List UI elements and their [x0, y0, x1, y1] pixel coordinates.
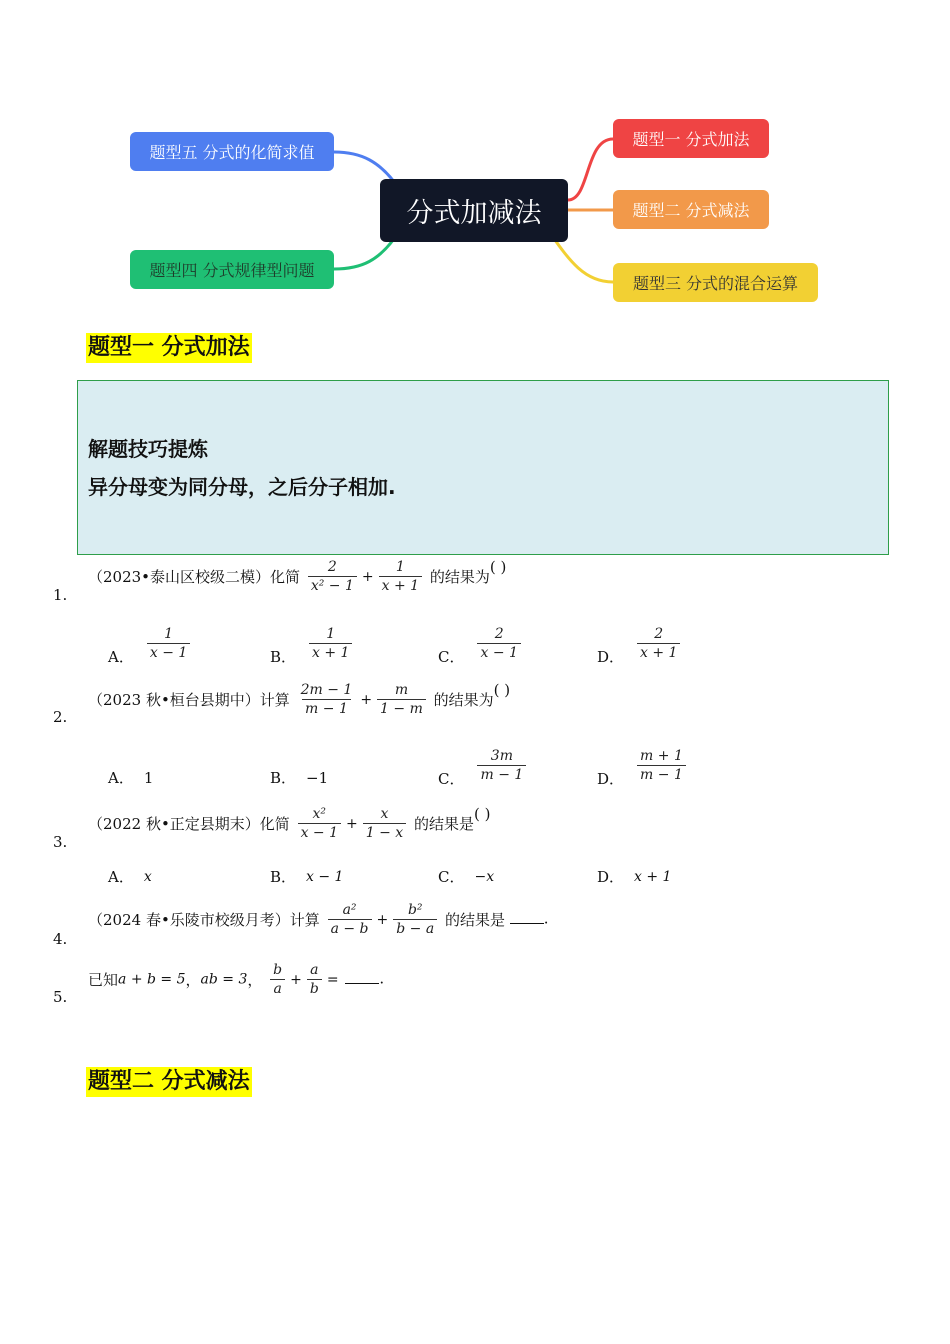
q5-cond2: ab = 3: [200, 971, 248, 988]
q1-suffix: 的结果为: [429, 568, 490, 586]
q1-option-b: [270, 620, 355, 667]
q1-option-b-den: x + 1: [309, 643, 352, 662]
q3-option-a: [108, 866, 152, 887]
q3-option-c: [438, 866, 494, 887]
q3-option-b: [270, 866, 343, 887]
q5-cond1: a + b = 5: [118, 971, 186, 988]
q2-fraction-1: [298, 681, 356, 718]
q4-f2-num: b²: [407, 902, 423, 918]
q4-f1-num: a²: [342, 902, 357, 918]
q1-option-a-label: A．: [108, 648, 134, 666]
q2-option-b-label: B．: [270, 769, 297, 787]
q2-option-c: [438, 742, 529, 789]
q2-option-d-den: m − 1: [637, 765, 686, 784]
q2-option-a-value: 1: [143, 768, 154, 787]
q1-option-c-label: C．: [438, 648, 465, 666]
q2-fraction-2: [377, 681, 426, 718]
q1-option-a: [108, 620, 193, 667]
q2-option-a-label: A．: [108, 769, 134, 787]
q1-option-d-den: x + 1: [637, 643, 680, 662]
q3-number: 3.: [53, 833, 68, 851]
q5-answer-blank[interactable]: [345, 969, 379, 984]
q1-option-c-den: x − 1: [477, 643, 520, 662]
q5-sep2: ，: [247, 971, 263, 989]
q2-option-d: [597, 742, 689, 789]
mindmap-node-4: 题型四 分式规律型问题: [130, 250, 334, 289]
mindmap-node-3: 题型三 分式的混合运算: [613, 263, 818, 302]
q3-option-b-label: B．: [270, 868, 297, 886]
q3-fraction-1: [298, 805, 341, 842]
q2-option-a: [108, 767, 153, 788]
mindmap-node-1: 题型一 分式加法: [613, 119, 769, 158]
q3-option-b-value: x − 1: [306, 868, 344, 885]
q5-fraction-2: [307, 961, 322, 998]
mindmap-node-2: 题型二 分式减法: [613, 190, 769, 229]
q3-option-c-value: −x: [474, 868, 495, 885]
section1-title: 题型一 分式加法: [86, 333, 252, 363]
q4-prefix: （2024 春•乐陵市校级月考）计算: [88, 911, 320, 929]
q4-f1-den: a − b: [328, 919, 372, 938]
q4-fraction-2: [393, 901, 437, 938]
q2-option-c-num: 3m: [490, 748, 513, 764]
q3-option-d-value: x + 1: [634, 868, 672, 885]
q2-option-d-num: m + 1: [640, 748, 683, 764]
q2-option-d-label: D．: [597, 770, 625, 788]
q1-option-a-num: 1: [164, 626, 174, 642]
q3-operator: +: [346, 815, 358, 832]
q5-equals: =: [326, 971, 339, 988]
q1-number: 1.: [53, 586, 68, 604]
q1-option-c: [438, 620, 524, 667]
tip-title: 解题技巧提炼: [88, 437, 208, 461]
q1-prefix: （2023•泰山区校级二模）化简: [88, 568, 301, 586]
q5-prefix: 已知: [88, 971, 119, 989]
q5-number: 5.: [53, 988, 68, 1006]
tip-box: [77, 380, 889, 555]
q2-option-c-den: m − 1: [477, 765, 526, 784]
q1-fraction-1: [308, 558, 357, 595]
q5-fraction-1: [270, 961, 285, 998]
q4-fraction-1: [328, 901, 372, 938]
q5-stem: [88, 961, 384, 998]
q3-f1-den: x − 1: [298, 823, 341, 842]
q2-paren: ( ): [493, 681, 511, 699]
q1-option-b-label: B．: [270, 648, 297, 666]
q1-f2-num: 1: [395, 559, 405, 575]
q4-f2-den: b − a: [393, 919, 437, 938]
q3-option-c-label: C．: [438, 868, 465, 886]
q3-suffix: 的结果是: [413, 815, 474, 833]
q1-option-c-num: 2: [494, 626, 504, 642]
q2-number: 2.: [53, 708, 68, 726]
mindmap-center: 分式加减法: [380, 179, 568, 242]
q2-prefix: （2023 秋•桓台县期中）计算: [88, 691, 290, 709]
q4-answer-blank[interactable]: [510, 909, 544, 924]
q2-stem: [88, 681, 510, 718]
q5-operator: +: [290, 971, 302, 988]
q3-f2-den: 1 − x: [363, 823, 406, 842]
q3-prefix: （2022 秋•正定县期末）化简: [88, 815, 290, 833]
q2-f1-num: 2m − 1: [300, 682, 353, 698]
mindmap-node-5: 题型五 分式的化简求值: [130, 132, 334, 171]
q4-stem: [88, 901, 549, 938]
q1-option-d-num: 2: [654, 626, 664, 642]
q1-f1-den: x² − 1: [308, 576, 357, 595]
q5-f2-num: a: [310, 962, 319, 978]
q3-option-a-label: A．: [108, 868, 134, 886]
q1-f1-num: 2: [327, 559, 337, 575]
q2-operator: +: [360, 691, 373, 708]
q5-f1-num: b: [273, 962, 283, 978]
q5-tail: .: [379, 969, 385, 988]
q4-suffix: 的结果是: [445, 911, 506, 929]
q2-f1-den: m − 1: [302, 699, 351, 718]
q3-f2-num: x: [380, 806, 389, 822]
q3-option-a-value: x: [143, 868, 152, 885]
q2-f2-den: 1 − m: [377, 699, 426, 718]
q2-option-b-value: −1: [306, 768, 329, 787]
q4-tail: .: [543, 909, 549, 928]
q4-operator: +: [376, 911, 389, 928]
q1-option-a-den: x − 1: [147, 643, 190, 662]
q5-f1-den: a: [270, 979, 284, 998]
q1-option-d: [597, 620, 683, 667]
q3-f1-num: x²: [312, 806, 327, 822]
q1-operator: +: [361, 568, 374, 585]
connector-1: [568, 139, 613, 200]
q1-option-b-num: 1: [326, 626, 336, 642]
q1-stem: [88, 558, 506, 595]
q1-option-d-label: D．: [597, 648, 625, 666]
tip-text: 异分母变为同分母，之后分子相加.: [88, 475, 396, 499]
q3-stem: [88, 805, 490, 842]
q3-option-d: [597, 866, 671, 887]
q1-f2-den: x + 1: [379, 576, 422, 595]
q4-number: 4.: [53, 930, 68, 948]
q3-paren: ( ): [473, 805, 491, 823]
q5-sep: ，: [185, 971, 201, 989]
q2-option-b: [270, 767, 328, 788]
q1-fraction-2: [379, 558, 422, 595]
q5-f2-den: b: [307, 979, 322, 998]
q2-f2-num: m: [394, 682, 409, 698]
q2-option-c-label: C．: [438, 770, 465, 788]
q3-fraction-2: [363, 805, 406, 842]
q2-suffix: 的结果为: [433, 691, 494, 709]
q3-option-d-label: D．: [597, 868, 625, 886]
section2-title: 题型二 分式减法: [86, 1067, 252, 1097]
q1-paren: ( ): [489, 558, 507, 576]
